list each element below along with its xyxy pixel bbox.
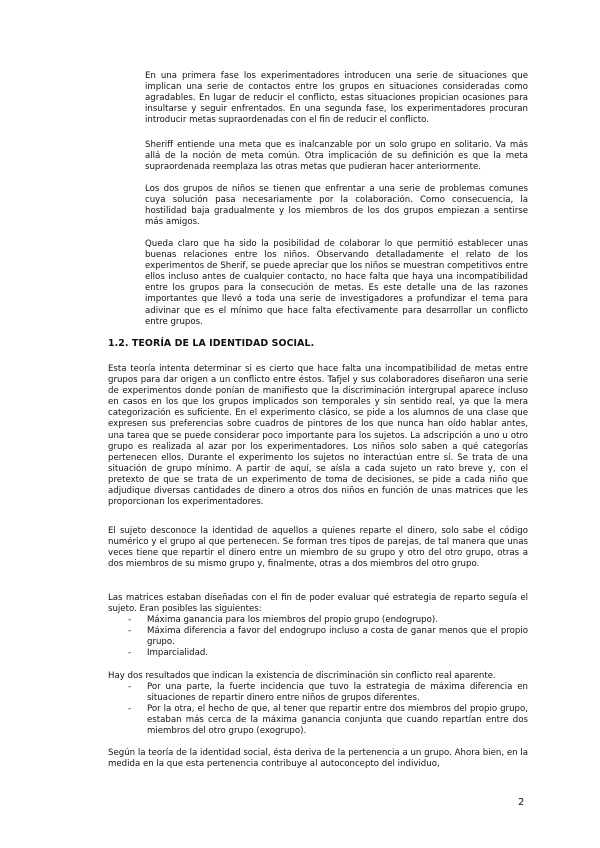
list-item-text: Por la otra, el hecho de que, al tener que repartir entre dos miembros del propio grupo, estaban más cerca de la máxima ganancia conjunta que cuando repartían entre dos miembros del otro grupo (exogrupo). (147, 704, 528, 737)
quote-paragraph-1: En una primera fase los experimentadores introducen una serie de situaciones que implican una serie de contactos entre los grupos en situaciones consideradas como agradables. En lugar de reducir el conflicto, estas situaciones propician ocasiones para insultarse y seguir enfrentados. En una segunda fase, los experimentadores procuran introducir metas supraordenadas con el fin de reducir el conflicto. (145, 71, 528, 126)
closing-paragraph: Según la teoría de la identidad social, ésta deriva de la pertenencia a un grupo. Ahora bien, en la medida en la que esta pertenencia contribuye al autoconcepto del individuo, (108, 748, 528, 770)
list-item-text: Por una parte, la fuerte incidencia que tuvo la estrategia de máxima diferencia en situaciones de repartir dinero entre niños de grupos diferentes. (147, 682, 528, 704)
bullet-dash: - (128, 704, 132, 715)
page-number: 2 (518, 797, 525, 808)
bullet-dash: - (128, 626, 132, 637)
list-item (128, 648, 528, 659)
list-item (128, 704, 528, 737)
quote-paragraph-2: Sheriff entiende una meta que es inalcanzable por un solo grupo en solitario. Va más allá de la noción de meta común. Otra implicación de su definición es que la meta supraordenada reemplaza las otras metas que pudieran hacer anteriormente. (145, 140, 528, 173)
list-item (128, 626, 528, 648)
bullet-dash: - (128, 648, 132, 659)
body-paragraph-2: El sujeto desconoce la identidad de aquellos a quienes reparte el dinero, solo sabe el código numérico y el grupo al que pertenecen. Se forman tres tipos de parejas, de tal manera que unas veces tiene que repartir el dinero entre un miembro de su grupo y otro del otro grupo, otras a dos miembros de su mismo grupo y, finalmente, otras a dos miembros del otro grupo. (108, 526, 528, 570)
quote-paragraph-3: Los dos grupos de niños se tienen que enfrentar a una serie de problemas comunes cuya solución pasa necesariamente por la colaboración. Como consecuencia, la hostilidad baja gradualmente y los miembros de los dos grupos empiezan a sentirse más amigos. (145, 184, 528, 228)
list-item (128, 615, 528, 626)
list-item-text: Máxima diferencia a favor del endogrupo incluso a costa de ganar menos que el propio grupo. (147, 626, 528, 648)
results-list (128, 682, 528, 737)
results-intro: Hay dos resultados que indican la existencia de discriminación sin conflicto real aparente. (108, 671, 496, 681)
list-item-text: Imparcialidad. (147, 648, 209, 659)
list-item (128, 682, 528, 704)
body-paragraph-3: Las matrices estaban diseñadas con el fin de poder evaluar qué estrategia de reparto seguía el sujeto. Eran posibles las siguientes: (108, 593, 528, 615)
quote-paragraph-4: Queda claro que ha sido la posibilidad de colaborar lo que permitió establecer unas buenas relaciones entre los niños. Observando detalladamente el relato de los experimentos de Sherif, se puede apreciar que los niños se muestran competitivos entre ellos incluso antes de cualquier contacto, no hace falta que haya una incompatibilidad entre los grupos para la consecución de metas. Es este detalle una de las razones importantes que llevó a toda una serie de investigadores a profundizar el tema para adivinar que es el mínimo que hace falta efectivamente para desarrollar un conflicto entre grupos. (145, 239, 528, 327)
section-heading: 1.2. TEORÍA DE LA IDENTIDAD SOCIAL. (108, 338, 315, 349)
strategy-list (128, 615, 528, 659)
list-item-text: Máxima ganancia para los miembros del propio grupo (endogrupo). (147, 615, 438, 625)
body-paragraph-1: Esta teoría intenta determinar si es cierto que hace falta una incompatibilidad de metas entre grupos para dar origen a un conflicto entre éstos. Tafjel y sus colaboradores diseñaron una serie de experimentos donde ponían de manifiesto que la discriminación intergrupal aparece incluso en casos en los que los grupos implicados son temporales y sin sentido real, ya que la mera categorización es suficiente. En el experimento clásico, se pide a los alumnos de una clase que expresen sus preferencias sobre cuadros de pintores de los que nunca han oído hablar antes, una tarea que se puede considerar poco importante para los sujetos. La adscripción a uno u otro grupo es realizada al azar por los experimentadores. Los niños solo saben a qué categorías pertenecen ellos. Durante el experimento los sujetos no interactúan entre sí. Se trata de una situación de grupo mínimo. A partir de aquí, se aísla a cada sujeto un rato breve y, con el pretexto de que se trata de un experimento de toma de decisiones, se pide a cada niño que adjudique diversas cantidades de dinero a otros dos niños en función de unas matrices que les proporcionan los experimentadores. (108, 364, 528, 508)
bullet-dash: - (128, 615, 132, 625)
bullet-dash: - (128, 682, 132, 692)
